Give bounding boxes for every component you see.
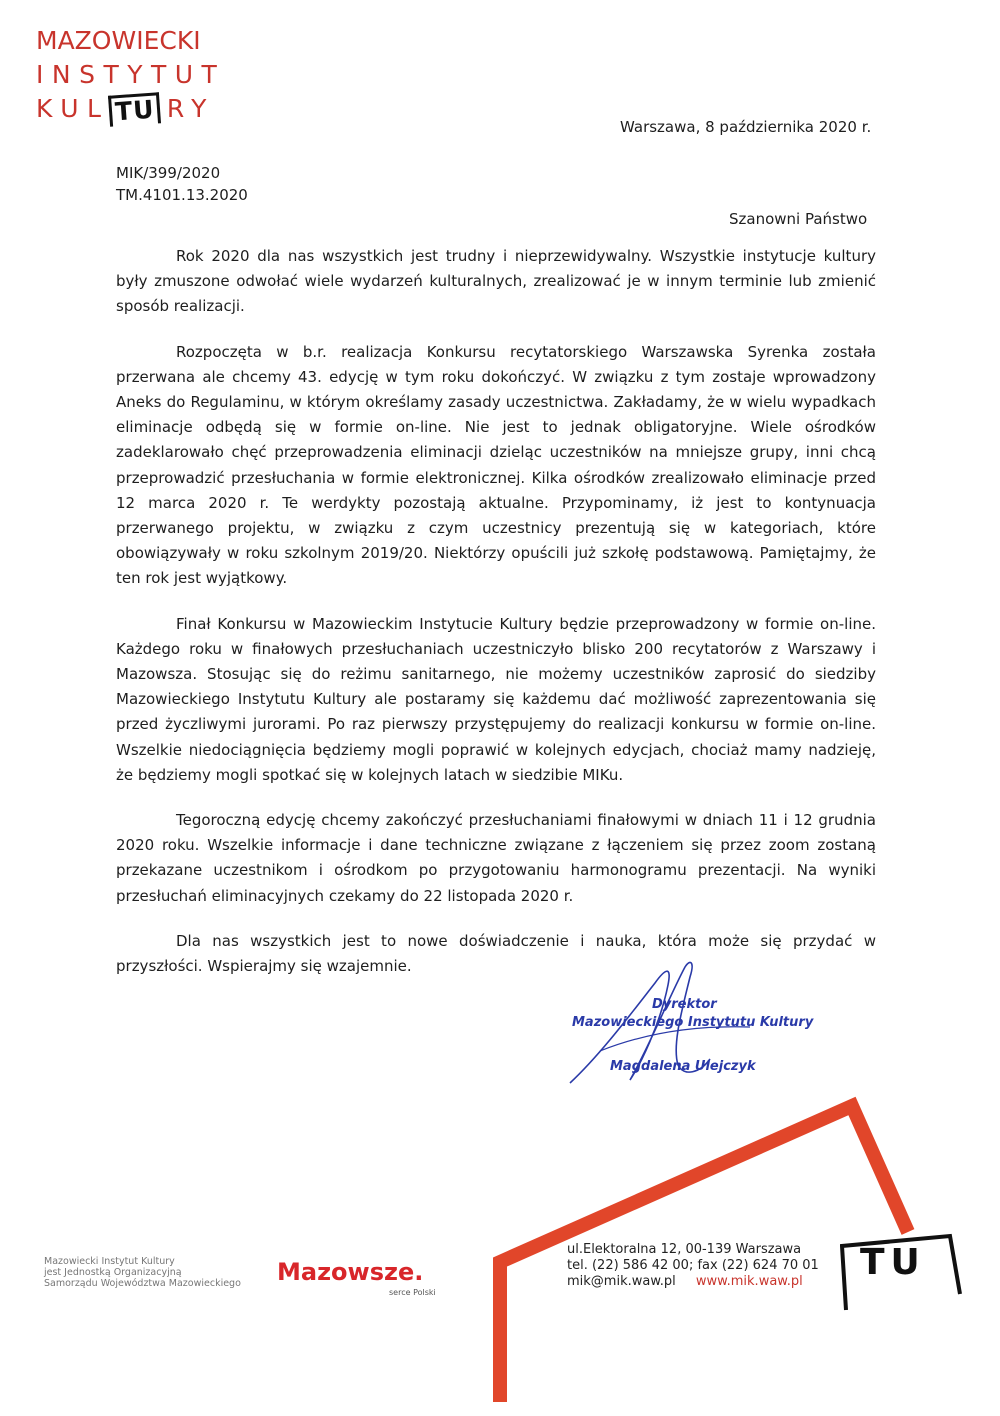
reference-number: TM.4101.13.2020: [116, 186, 248, 204]
letter-date: Warszawa, 8 października 2020 r.: [620, 118, 872, 136]
address: ul.Elektoralna 12, 00-139 Warszawa: [567, 1242, 802, 1257]
institute-logo: [36, 24, 225, 126]
logo-line-3: [36, 92, 225, 126]
mazowsze-logo: [277, 1258, 436, 1297]
mazowsze-tagline: serce Polski: [389, 1288, 436, 1297]
director-signature-stamp: [560, 955, 820, 1095]
email-web-line: [567, 1274, 819, 1290]
stamp-institution: Mazowieckiego Instytutu Kultury: [572, 1015, 814, 1030]
tu-mark-logo: [840, 1232, 968, 1322]
greeting: Szanowni Państwo: [729, 210, 868, 228]
reference-number: MIK/399/2020: [116, 164, 221, 182]
footer-note-line: Samorządu Województwa Mazowieckiego: [44, 1278, 241, 1289]
contact-info: [567, 1242, 819, 1290]
footer-institution-note: [44, 1256, 241, 1289]
stamp-title: Dyrektor: [652, 997, 717, 1012]
email-link[interactable]: mik@mik.waw.pl: [567, 1274, 676, 1289]
paragraph: Rok 2020 dla nas wszystkich jest trudny i nieprzewidywalny. Wszystkie instytucje kultury były zmuszone odwołać wiele wydarzeń kulturalnych, zrealizować je w innym terminie lub zmienić sposób realizacji.: [116, 247, 876, 316]
footer-note-line: Mazowiecki Instytut Kultury: [44, 1256, 175, 1267]
stamp-name: Magdalena Ulejczyk: [610, 1059, 756, 1074]
footer-note-line: jest Jednostką Organizacyjną: [44, 1267, 182, 1278]
logo-line-1: MAZOWIECKI: [36, 26, 201, 55]
tu-mark-text: TU: [860, 1242, 926, 1283]
logo-line-3-pre: KUL: [36, 94, 110, 123]
mazowsze-name: Mazowsze.: [277, 1258, 424, 1286]
logo-tu-box: TU: [108, 92, 161, 127]
website-link[interactable]: www.mik.waw.pl: [695, 1274, 803, 1289]
paragraph: Tegoroczną edycję chcemy zakończyć przesłuchaniami finałowymi w dniach 11 i 12 grudnia 2020 roku. Wszelkie informacje i dane techniczne związane z łączeniem się przez zoom zostaną przekazane uczestnikom i ośrodkom po przygotowaniu harmonogramu prezentacji. Na wyniki przesłuchań eliminacyjnych czekamy do 22 listopada 2020 r.: [116, 811, 876, 905]
reference-numbers: [116, 162, 248, 206]
letter-body: [116, 244, 876, 999]
phone-fax: tel. (22) 586 42 00; fax (22) 624 70 01: [567, 1258, 819, 1273]
logo-line-3-post: RY: [166, 94, 215, 123]
paragraph: Rozpoczęta w b.r. realizacja Konkursu recytatorskiego Warszawska Syrenka została przerwana ale chcemy 43. edycję w tym roku dokończyć. W związku z tym zostaje wprowadzony Aneks do Regulaminu, w którym określamy zasady uczestnictwa. Zakładamy, że w wielu wypadkach eliminacje odbędą się w formie on-line. Nie jest to jednak obligatoryjne. Wiele ośrodków zadeklarowało chęć przeprowadzenia eliminacji dzieląc uczestników na mniejsze grupy, inni chcą przeprowadzić przesłuchania w formie elektronicznej. Kilka ośrodków zrealizowało eliminacje przed 12 marca 2020 r. Te werdykty pozostają aktualne. Przypominamy, iż jest to kontynuacja przerwanego projektu, w związku z czym uczestnicy prezentują się w kategoriach, które obowiązywały w roku szkolnym 2019/20. Niektórzy opuścili już szkołę podstawową. Pamiętajmy, że ten rok jest wyjątkowy.: [116, 342, 876, 588]
paragraph: Finał Konkursu w Mazowieckim Instytucie Kultury będzie przeprowadzony w formie on-line. Każdego roku w finałowych przesłuchaniach uczestniczyło blisko 200 recytatorów z Warszawy i Mazowsza. Stosując się do reżimu sanitarnego, nie możemy uczestników zaprosić do siedziby Mazowieckiego Instytutu Kultury ale postaramy się każdemu dać możliwość zaprezentowania się przed życzliwymi jurorami. Po raz pierwszy przystępujemy do realizacji konkursu w formie on-line. Wszelkie niedociągnięcia będziemy mogli poprawić w kolejnych edycjach, chociaż mamy nadzieję, że będziemy mogli spotkać się w kolejnych latach w siedzibie MIKu.: [116, 614, 876, 784]
paragraph: Dla nas wszystkich jest to nowe doświadczenie i nauka, która może się przydać w przyszłości. Wspierajmy się wzajemnie.: [116, 931, 876, 976]
logo-line-2: INSTYTUT: [36, 60, 226, 89]
